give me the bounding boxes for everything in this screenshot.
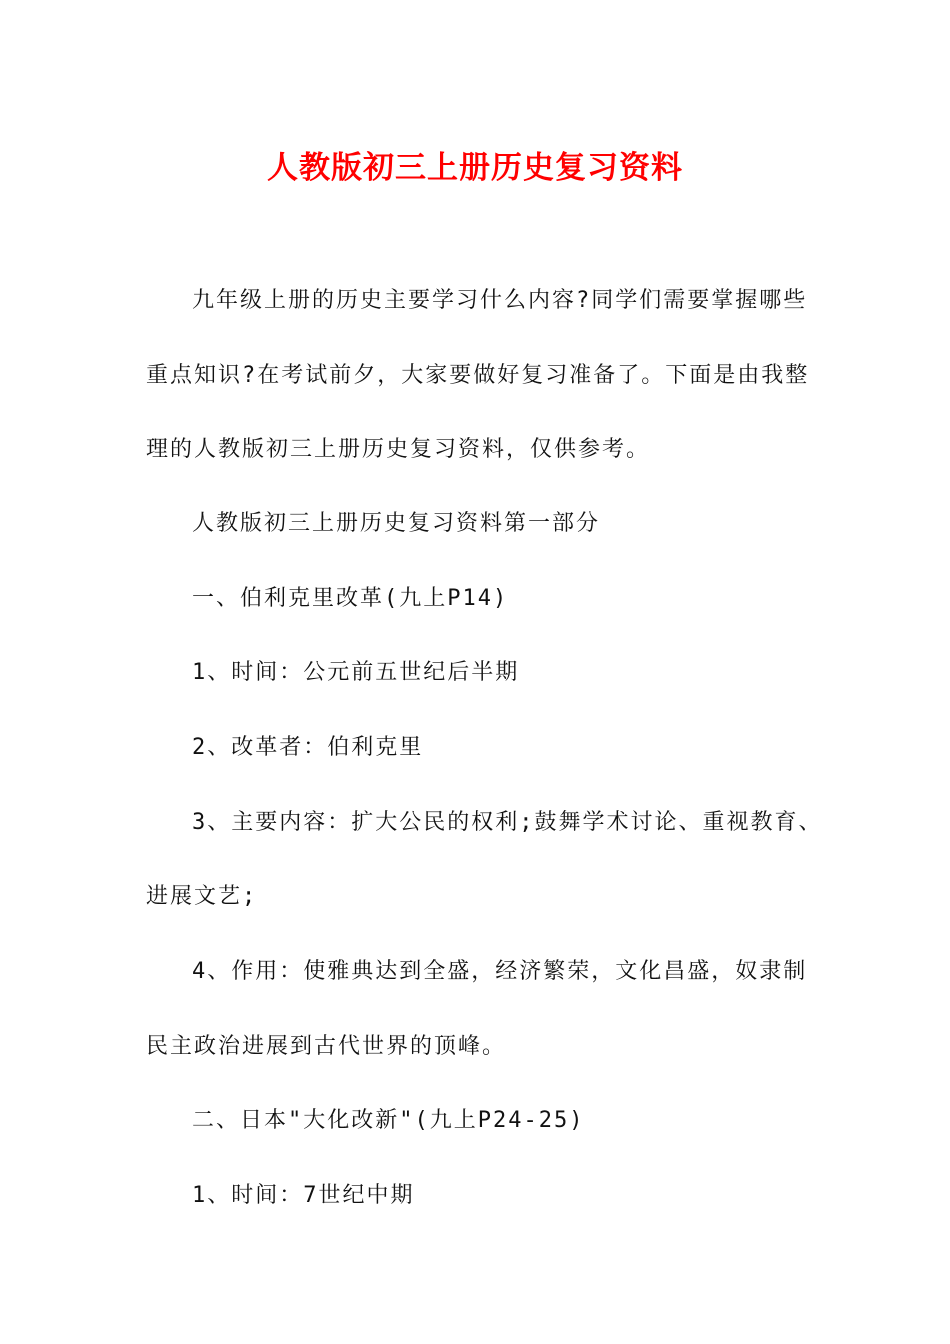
intro-line-3: 理的人教版初三上册历史复习资料，仅供参考。 — [146, 437, 651, 462]
subsection-heading-2: 二、日本"大化改新"(九上P24-25) — [192, 1108, 585, 1133]
item-effect-line-1: 4、作用：使雅典达到全盛，经济繁荣，文化昌盛，奴隶制 — [192, 959, 808, 984]
item-content-line-2: 进展文艺; — [146, 884, 258, 909]
section-heading: 人教版初三上册历史复习资料第一部分 — [192, 511, 601, 536]
item-time-2: 1、时间：7世纪中期 — [192, 1183, 415, 1208]
subsection-heading-1: 一、伯利克里改革(九上P14) — [192, 586, 509, 611]
item-reformer: 2、改革者：伯利克里 — [192, 735, 424, 760]
item-content-line-1: 3、主要内容：扩大公民的权利;鼓舞学术讨论、重视教育、 — [192, 810, 823, 835]
intro-line-2: 重点知识?在考试前夕，大家要做好复习准备了。下面是由我整 — [146, 363, 810, 388]
document-title: 人教版初三上册历史复习资料 — [267, 150, 683, 186]
item-effect-line-2: 民主政治进展到古代世界的顶峰。 — [146, 1034, 507, 1059]
item-time-1: 1、时间：公元前五世纪后半期 — [192, 660, 520, 685]
intro-line-1: 九年级上册的历史主要学习什么内容?同学们需要掌握哪些 — [192, 288, 808, 313]
